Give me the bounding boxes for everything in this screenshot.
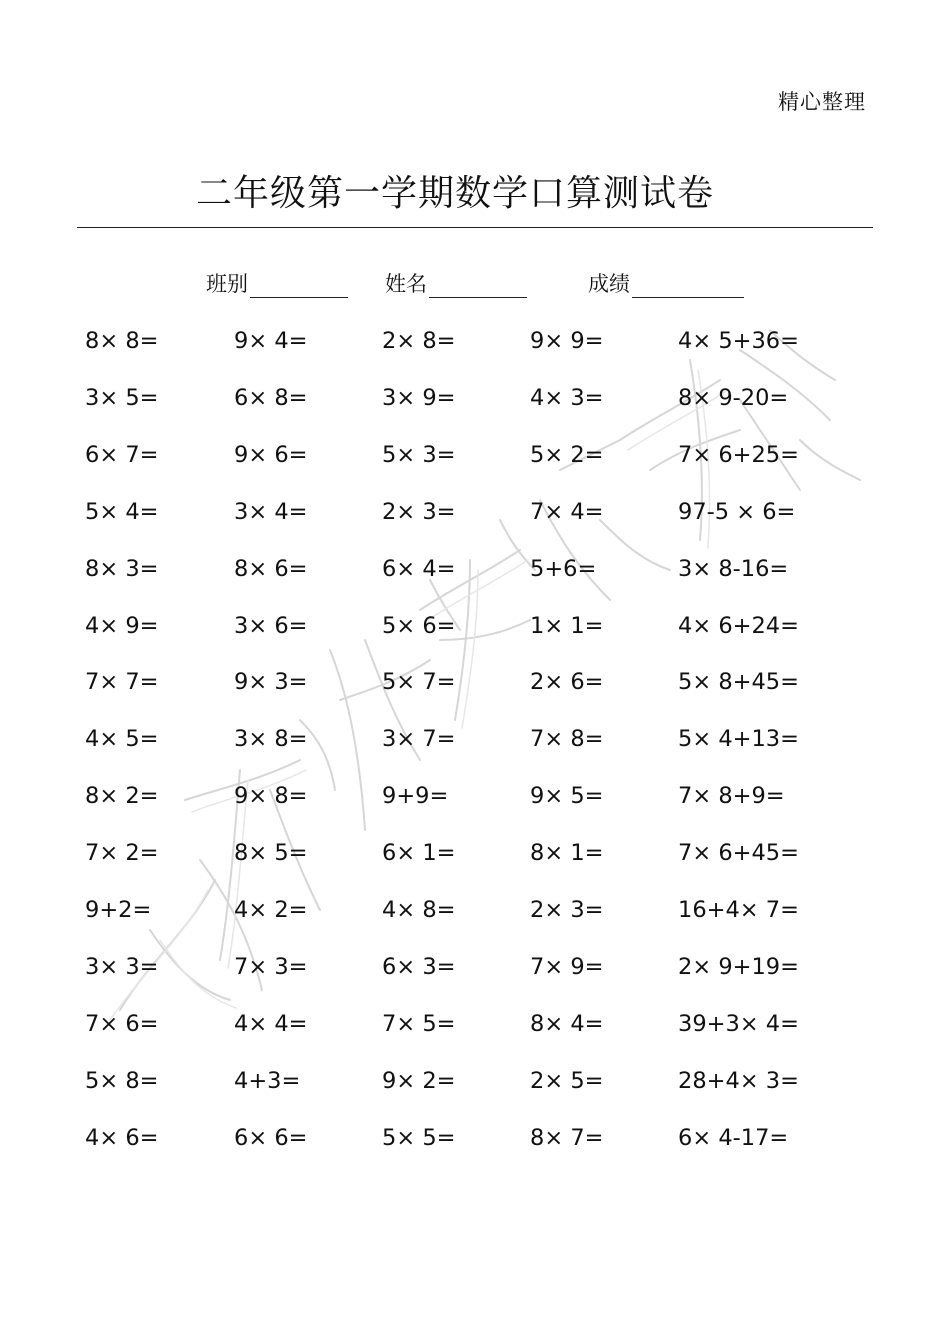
- problem-r15-c1: 4× 6=: [85, 1124, 159, 1151]
- problem-r10-c5: 7× 6+45=: [678, 840, 799, 867]
- name-field: [385, 268, 527, 298]
- header-note: 精心整理: [778, 90, 866, 114]
- class-field: [206, 268, 348, 298]
- score-field: [588, 268, 744, 298]
- problem-r2-c5: 8× 9-20=: [678, 384, 789, 411]
- problem-r9-c1: 8× 2=: [85, 783, 159, 810]
- problem-r2-c3: 3× 9=: [382, 384, 456, 411]
- problem-r1-c4: 9× 9=: [530, 328, 604, 354]
- problem-r7-c2: 9× 3=: [234, 669, 308, 696]
- problem-r13-c5: 39+3× 4=: [678, 1010, 799, 1037]
- problem-r12-c3: 6× 3=: [382, 953, 456, 980]
- problem-r11-c2: 4× 2=: [234, 897, 308, 923]
- problem-r14-c2: 4+3=: [234, 1067, 301, 1094]
- problem-r8-c1: 4× 5=: [85, 726, 159, 753]
- problem-r8-c3: 3× 7=: [382, 726, 456, 753]
- problem-r15-c3: 5× 5=: [382, 1124, 456, 1151]
- problem-r5-c3: 6× 4=: [382, 555, 456, 582]
- page-title: 二年级第一学期数学口算测试卷: [196, 173, 715, 214]
- problem-r8-c4: 7× 8=: [530, 726, 604, 753]
- problem-r11-c5: 16+4× 7=: [678, 897, 799, 923]
- problem-r7-c1: 7× 7=: [85, 669, 159, 696]
- problem-r14-c4: 2× 5=: [530, 1067, 604, 1094]
- problem-r6-c2: 3× 6=: [234, 612, 308, 639]
- problem-r5-c5: 3× 8-16=: [678, 555, 789, 582]
- problem-r10-c2: 8× 5=: [234, 840, 308, 867]
- problem-r4-c1: 5× 4=: [85, 498, 159, 525]
- problem-r12-c2: 7× 3=: [234, 953, 308, 980]
- problem-r10-c1: 7× 2=: [85, 840, 159, 867]
- problem-r2-c1: 3× 5=: [85, 384, 159, 411]
- problem-r3-c4: 5× 2=: [530, 441, 604, 468]
- problem-r4-c4: 7× 4=: [530, 498, 604, 525]
- problem-r6-c5: 4× 6+24=: [678, 612, 799, 639]
- score-label: 成绩: [588, 272, 630, 296]
- problem-r1-c5: 4× 5+36=: [678, 328, 799, 354]
- problem-r3-c2: 9× 6=: [234, 441, 308, 468]
- problem-r6-c3: 5× 6=: [382, 612, 456, 639]
- problem-r9-c5: 7× 8+9=: [678, 783, 785, 810]
- problem-r12-c4: 7× 9=: [530, 953, 604, 980]
- score-blank[interactable]: [632, 273, 744, 298]
- problem-r7-c4: 2× 6=: [530, 669, 604, 696]
- problem-r14-c5: 28+4× 3=: [678, 1067, 799, 1094]
- problem-r9-c3: 9+9=: [382, 783, 449, 810]
- problem-r1-c1: 8× 8=: [85, 328, 159, 354]
- problem-r4-c5: 97-5 × 6=: [678, 498, 796, 525]
- problem-r3-c5: 7× 6+25=: [678, 441, 799, 468]
- problem-r10-c4: 8× 1=: [530, 840, 604, 867]
- problem-r10-c3: 6× 1=: [382, 840, 456, 867]
- class-blank[interactable]: [250, 273, 348, 298]
- problem-r13-c1: 7× 6=: [85, 1010, 159, 1037]
- problem-r2-c2: 6× 8=: [234, 384, 308, 411]
- name-label: 姓名: [385, 272, 427, 296]
- problem-r12-c5: 2× 9+19=: [678, 953, 799, 980]
- problem-r7-c3: 5× 7=: [382, 669, 456, 696]
- problem-r3-c1: 6× 7=: [85, 441, 159, 468]
- problem-r11-c4: 2× 3=: [530, 897, 604, 923]
- name-blank[interactable]: [429, 273, 527, 298]
- problem-r6-c1: 4× 9=: [85, 612, 159, 639]
- problem-r5-c4: 5+6=: [530, 555, 597, 582]
- problem-r4-c3: 2× 3=: [382, 498, 456, 525]
- problem-r4-c2: 3× 4=: [234, 498, 308, 525]
- problem-r5-c2: 8× 6=: [234, 555, 308, 582]
- problem-r15-c2: 6× 6=: [234, 1124, 308, 1151]
- problem-r8-c2: 3× 8=: [234, 726, 308, 753]
- problem-r15-c4: 8× 7=: [530, 1124, 604, 1151]
- problem-r12-c1: 3× 3=: [85, 953, 159, 980]
- problem-r13-c4: 8× 4=: [530, 1010, 604, 1037]
- problem-r13-c3: 7× 5=: [382, 1010, 456, 1037]
- problem-r7-c5: 5× 8+45=: [678, 669, 799, 696]
- problem-r3-c3: 5× 3=: [382, 441, 456, 468]
- problem-r13-c2: 4× 4=: [234, 1010, 308, 1037]
- class-label: 班别: [206, 272, 248, 296]
- title-divider: [77, 227, 873, 228]
- problem-r1-c3: 2× 8=: [382, 328, 456, 354]
- problem-r5-c1: 8× 3=: [85, 555, 159, 582]
- problem-r14-c1: 5× 8=: [85, 1067, 159, 1094]
- problem-r9-c2: 9× 8=: [234, 783, 308, 810]
- problem-r6-c4: 1× 1=: [530, 612, 604, 639]
- problem-r9-c4: 9× 5=: [530, 783, 604, 810]
- problem-r14-c3: 9× 2=: [382, 1067, 456, 1094]
- problem-r11-c1: 9+2=: [85, 897, 152, 923]
- problem-r15-c5: 6× 4-17=: [678, 1124, 789, 1151]
- problem-r1-c2: 9× 4=: [234, 328, 308, 354]
- problem-r2-c4: 4× 3=: [530, 384, 604, 411]
- problem-r8-c5: 5× 4+13=: [678, 726, 799, 753]
- problem-r11-c3: 4× 8=: [382, 897, 456, 923]
